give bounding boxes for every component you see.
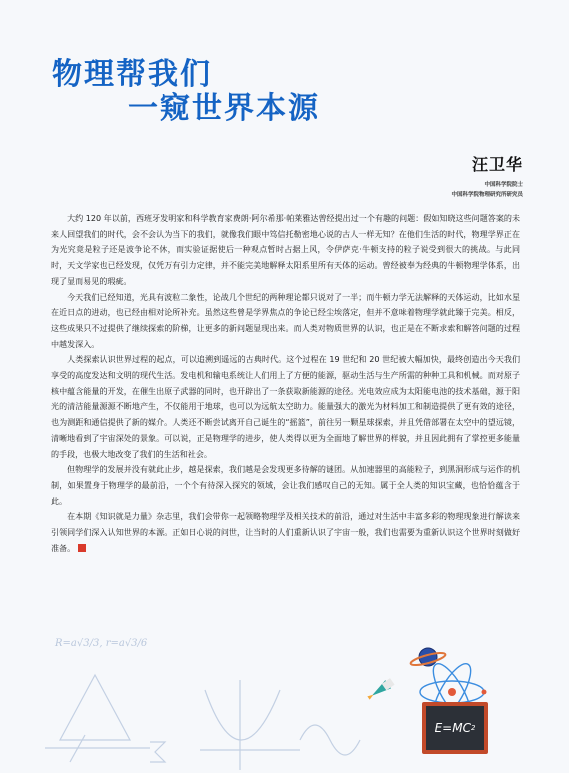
affiliation-line-2: 中国科学院物理研究所研究员 bbox=[451, 192, 523, 198]
wave-sketch-icon bbox=[300, 725, 360, 755]
emc2-exponent: 2 bbox=[470, 724, 476, 732]
sum-symbol-icon bbox=[150, 742, 165, 762]
triangle-sketch-icon bbox=[60, 675, 130, 740]
paragraph-1: 大约 120 年以前，西班牙发明家和科学教育家费朗·阿尔希那·帕莱雅达曾经提出过一个有趣的问题：假如知晓这些问题答案的未来人回望我们的时代，会不会认为当下的我们，就像我们眼中笃信托勒密地心说的古人一样无知？在他们生活的时代，物理学界正在为光究竟是粒子还是波争论不休，而实验证据使后一种观点暂时占据上风，令伊萨克·牛顿支持的粒子说受到很大的挑战。与此同时，天文学家也已经发现，仅凭万有引力定律，并不能完美地解释太阳系里所有天体的运动。曾经被奉为经典的牛顿物理学体系，出现了显而易见的瑕疵。 bbox=[51, 214, 520, 286]
emc2-text: E=MC bbox=[434, 721, 471, 735]
paragraph-5-text: 在本期《知识就是力量》杂志里，我们会带你一起领略物理学及相关技术的前沿，通过对生活中丰富多彩的物理现象进行解读来引领同学们深入认知世界的本源。正如日心说的问世，让当时的人们重新认识了宇宙一般，我们也需要为重新认识这个世界时刻做好准备。 bbox=[51, 512, 520, 553]
paragraph-3: 人类探索认识世界过程的起点，可以追溯到遥远的古典时代。这个过程在 19 世纪和 20 世纪被大幅加快，最终创造出今天我们享受的高度发达和文明的现代生活。发电机和输电系统让人们用上了方便的能源，驱动生活与生产所需的种种工具和机械。而对原子核中蕴含能量的开发，在催生出原子武器的同时，也开辟出了一条获取新能源的途径。光电效应成为太阳能电池的技术基础，源于阳光的清洁能量源源不断地产生，不仅能用于地球，也可以为远航太空助力。能量强大的激光为材料加工和制造提供了更有效的途径，也为测距和通信提供了新的媒介。人类还不断尝试离开自己诞生的“摇篮”，前往另一颗星球探索，并且凭借部署在太空中的望远镜，清晰地看到了宇宙深处的景象。可以说，正是物理学的进步，使人类得以更为全面地了解世界的样貌，并且因此拥有了掌控更多能量的手段，也极大地改变了我们的生活和社会。 bbox=[51, 355, 520, 459]
rocket-icon bbox=[366, 677, 395, 702]
title-line-2: 一窥世界本源 bbox=[128, 90, 320, 126]
paragraph-4: 但物理学的发展并没有就此止步，越是探索，我们越是会发现更多待解的谜团。从加速器里的高能粒子，到黑洞形成与运作的机制，如果置身于物理学的最前沿，一个个有待深入探究的领域，会让我们感叹自己的无知。属于全人类的知识宝藏，也恰恰蕴含于此。 bbox=[51, 465, 520, 506]
paragraph-5 bbox=[51, 509, 520, 556]
title-line-1: 物理帮我们 bbox=[52, 57, 212, 92]
parabola-sketch-icon bbox=[205, 690, 280, 740]
handwritten-formula: R=a√3/3, r=a√3/6 bbox=[55, 638, 148, 649]
article-title bbox=[52, 58, 320, 125]
author-affiliation bbox=[451, 180, 523, 200]
emc2-chalkboard bbox=[422, 702, 488, 754]
paragraph-2: 今天我们已经知道，光具有波粒二象性，论战几个世纪的两种理论都只说对了一半；而牛顿力学无法解释的天体运动，比如水星在近日点的进动，也已经由相对论所补充。虽然这些曾是学界焦点的争论已经尘埃落定，但并不意味着物理学就此臻于完美。相反，这些成果只不过提供了继续探索的阶梯，让更多的新问题显现出来。而人类对物质世界的认识，也正是在不断求索和解答问题的过程中越发深入。 bbox=[51, 292, 520, 349]
article-body bbox=[51, 211, 520, 556]
end-mark-icon bbox=[78, 544, 86, 552]
author-name: 汪卫华 bbox=[471, 155, 523, 174]
affiliation-line-1: 中国科学院院士 bbox=[484, 182, 523, 188]
